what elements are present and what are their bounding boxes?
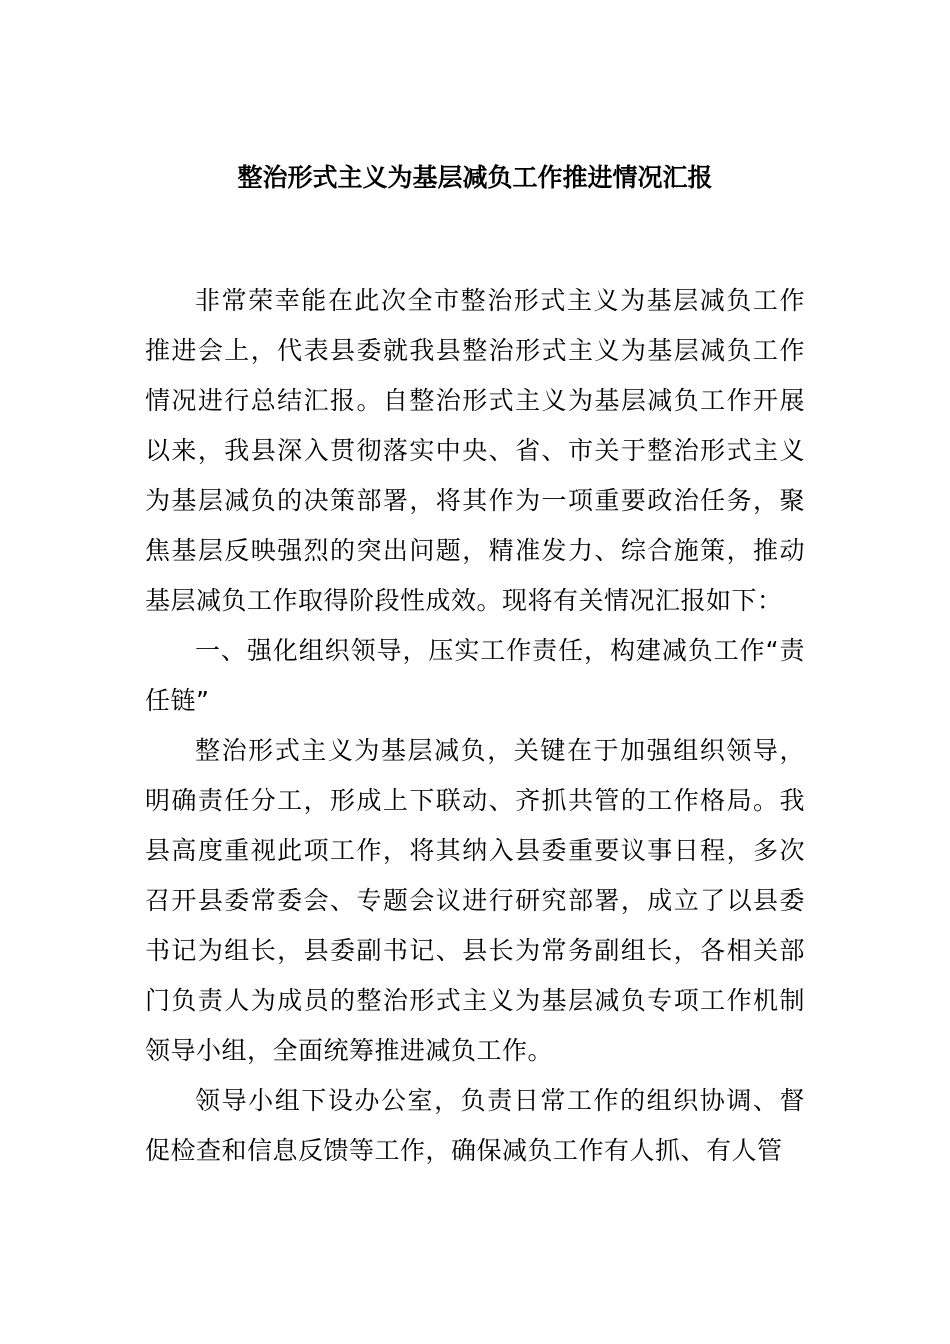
paragraph-intro: 非常荣幸能在此次全市整治形式主义为基层减负工作推进会上，代表县委就我县整治形式主义为基层减负工作情况进行总结汇报。自整治形式主义为基层减负工作开展以来，我县深入贯彻落实中央、省、市关于整治形式主义为基层减负的决策部署，将其作为一项重要政治任务，聚焦基层反映强烈的突出问题，精准发力、综合施策，推动基层减负工作取得阶段性成效。现将有关情况汇报如下： xyxy=(145,286,805,615)
paragraph-office: 领导小组下设办公室，负责日常工作的组织协调、督促检查和信息反馈等工作，确保减负工作有人抓、有人管 xyxy=(145,1086,805,1165)
document-body xyxy=(145,276,805,1176)
document-title: 整治形式主义为基层减负工作推进情况汇报 xyxy=(237,163,713,192)
section-heading-1: 一、强化组织领导，压实工作责任，构建减负工作“责任链” xyxy=(145,636,805,715)
paragraph-organization: 整治形式主义为基层减负，关键在于加强组织领导，明确责任分工，形成上下联动、齐抓共管的工作格局。我县高度重视此项工作，将其纳入县委重要议事日程，多次召开县委常委会、专题会议进行研究部署，成立了以县委书记为组长，县委副书记、县长为常务副组长，各相关部门负责人为成员的整治形式主义为基层减负专项工作机制领导小组，全面统筹推进减负工作。 xyxy=(145,736,805,1065)
